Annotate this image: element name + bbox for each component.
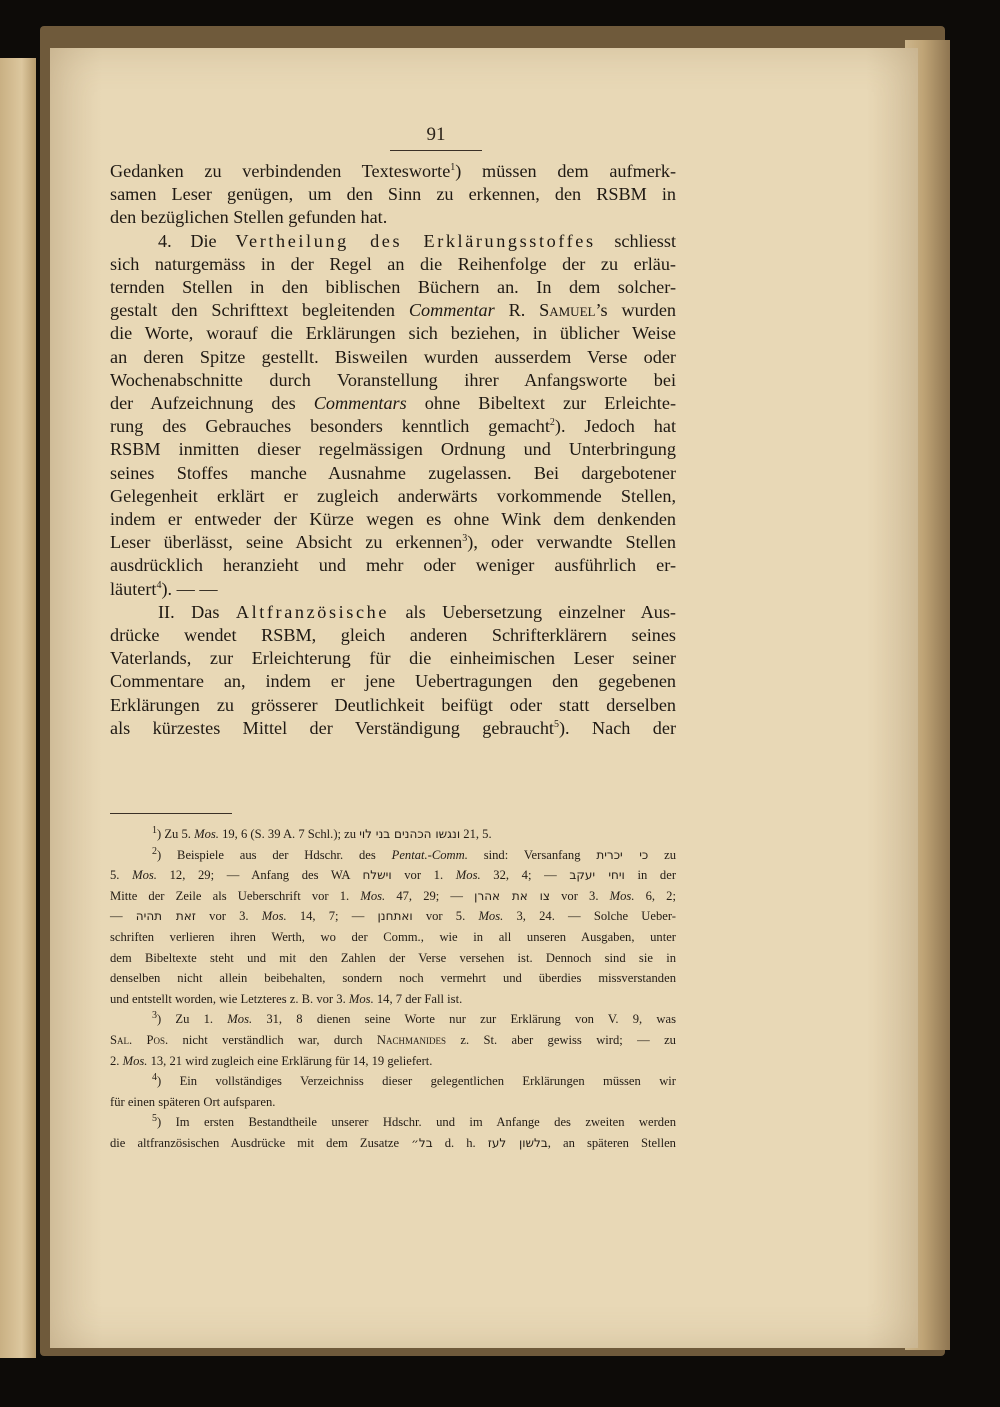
text-line: Gedanken zu verbindenden Textesworte$^1$) müssen dem aufmerk- [110, 161, 676, 181]
footnote-rule [110, 813, 232, 814]
text-line: sich naturgemäss in der Regel an die Reihenfolge der zu erläu- [110, 253, 676, 274]
text-line: rung des Gebrauches besonders kenntlich gemacht$^2$). Jedoch hat [110, 416, 676, 437]
footnote-line: schriften verlieren ihren Werth, wo der Comm., wie in all unseren Ausgaben, unter [110, 929, 676, 944]
main-text [110, 160, 676, 740]
text-line: die Worte, worauf die Erklärungen sich beziehen, in üblicher Weise [110, 323, 676, 344]
footnote-line: Mitte der Zeile als Ueberschrift vor 1. Mos. 47, 29; — צו את אהרן vor 3. Mos. 6, 2; [110, 888, 676, 903]
footnote-ref: 5 [554, 718, 559, 730]
footnote-ref: 2 [549, 417, 555, 429]
text-line: als kürzestes Mittel der Verständigung gebraucht$^5$). Nach der [110, 717, 676, 738]
footnote-1: $^1$) Zu 5. Mos. 19, 6 (S. 39 A. 7 Schl.); zu ונגשו הכהנים בני לוי 21, 5. [152, 824, 492, 841]
text-line: ternden Stellen in den biblischen Büchern an. In dem solcher- [110, 277, 676, 298]
text-line: der Aufzeichnung des Commentars ohne Bibeltext zur Erleichte- [110, 393, 676, 414]
left-page-edge [0, 58, 36, 1358]
text-line: gestalt den Schrifttext begleitenden Commentar R. Samuel’s wurden [110, 300, 676, 321]
footnote-4: $^4$) Ein vollständiges Verzeichniss dieser gelegentlichen Erklärungen müssen wir [152, 1071, 676, 1089]
footnotes [110, 824, 676, 1154]
footnote-3: $^3$) Zu 1. Mos. 31, 8 dienen seine Worte nur zur Erklärung von V. 9, was [152, 1010, 676, 1027]
footnote-5: $^5$) Im ersten Bestandtheile unserer Hdschr. und im Anfange des zweiten werden [152, 1113, 676, 1130]
text-line: ausdrücklich heranzieht und mehr oder weniger ausführlich er- [110, 555, 676, 576]
text-line: läutert$^4$). — — [110, 578, 218, 599]
text-line: Commentare an, indem er jene Uebertragungen den gegebenen [110, 671, 676, 692]
text-line: seines Stoffes manche Ausnahme zugelassen. Bei dargebotener [110, 462, 676, 483]
footnote-ref: 3 [462, 533, 468, 545]
section-heading-line: II. Das Altfranzösische als Uebersetzung einzelner Aus- [158, 601, 676, 622]
footnote-line: denselben nicht allein beibehalten, sondern noch vermehrt und überdies missverstanden [110, 971, 676, 986]
text-line: samen Leser genügen, um den Sinn zu erkennen, den RSBM in [110, 184, 676, 205]
footnote-2: $^2$) Beispiele aus der Hdschr. des Pentat.-Comm. sind: Versanfang כי יכרית zu [152, 845, 676, 862]
text-line: Gelegenheit erklärt er zugleich anderwärts vorkommende Stellen, [110, 485, 676, 506]
footnote-line: Sal. Pos. nicht verständlich war, durch Nachmanides z. St. aber gewiss wird; — zu [110, 1032, 676, 1047]
text-line: Vaterlands, zur Erleichterung für die einheimischen Leser seiner [110, 648, 676, 669]
footnote-ref: 1 [450, 161, 456, 173]
text-line: drücke wendet RSBM, gleich anderen Schrifterklärern seines [110, 625, 676, 646]
text-line: indem er entweder der Kürze wegen es ohne Wink dem denkenden [110, 509, 676, 530]
text-line: RSBM inmitten dieser regelmässigen Ordnung und Unterbringung [110, 439, 676, 460]
text-line: Leser überlässt, seine Absicht zu erkennen$^3$), oder verwandte Stellen [110, 532, 676, 553]
footnote-line: dem Bibeltexte steht und mit den Zahlen der Verse versehen ist. Dennoch sind sie in [110, 950, 676, 965]
text-line: den bezüglichen Stellen gefunden hat. [110, 207, 388, 228]
text-line: Wochenabschnitte durch Voranstellung ihrer Anfangsworte bei [110, 369, 676, 390]
footnote-ref: 4 [156, 579, 162, 591]
footnote-line: 2. Mos. 13, 21 wird zugleich eine Erklärung für 14, 19 geliefert. [110, 1053, 433, 1068]
footnote-line: 5. Mos. 12, 29; — Anfang des WA וישלח vor 1. Mos. 32, 4; — ויחי יעקב in der [110, 868, 677, 883]
footnote-line: und entstellt worden, wie Letzteres z. B. vor 3. Mos. 14, 7 der Fall ist. [110, 991, 463, 1006]
footnote-line: — זאת תהיה vor 3. Mos. 14, 7; — ואתחנן vor 5. Mos. 3, 24. — Solche Ueber- [110, 909, 676, 924]
footnote-line: für einen späteren Ort aufsparen. [110, 1094, 276, 1109]
footnote-line: die altfranzösischen Ausdrücke mit dem Zusatze בל״ d. h. בלשון לעז, an späteren Stellen [110, 1135, 676, 1150]
text-line: Erklärungen zu grösserer Deutlichkeit beifügt oder statt derselben [110, 694, 676, 715]
page-number: 91 [390, 124, 482, 151]
text-line: an deren Spitze gestellt. Bisweilen wurden ausserdem Verse oder [110, 346, 676, 367]
section-heading-line: 4. Die Vertheilung des Erklärungsstoffes schliesst [158, 230, 676, 251]
